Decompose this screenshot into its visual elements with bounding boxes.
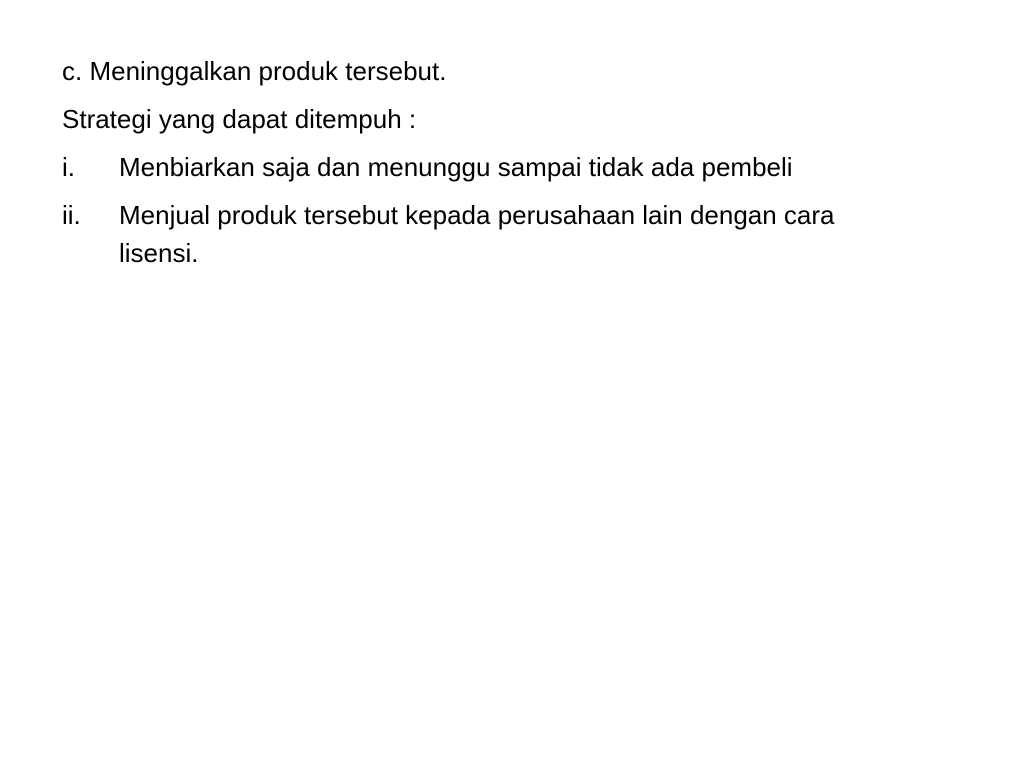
slide-content bbox=[62, 52, 962, 272]
list-marker: i. bbox=[62, 152, 75, 182]
list-item-text: Menbiarkan saja dan menunggu sampai tidak ada pembeli bbox=[119, 152, 793, 182]
slide-heading: c. Meninggalkan produk tersebut. bbox=[62, 56, 447, 86]
list-marker: ii. bbox=[62, 200, 81, 230]
strategy-intro: Strategi yang dapat ditempuh : bbox=[62, 104, 417, 134]
list-item bbox=[62, 148, 962, 186]
list-item bbox=[62, 196, 962, 272]
list-item-text: Menjual produk tersebut kepada perusahaan lain dengan cara lisensi. bbox=[119, 200, 835, 268]
